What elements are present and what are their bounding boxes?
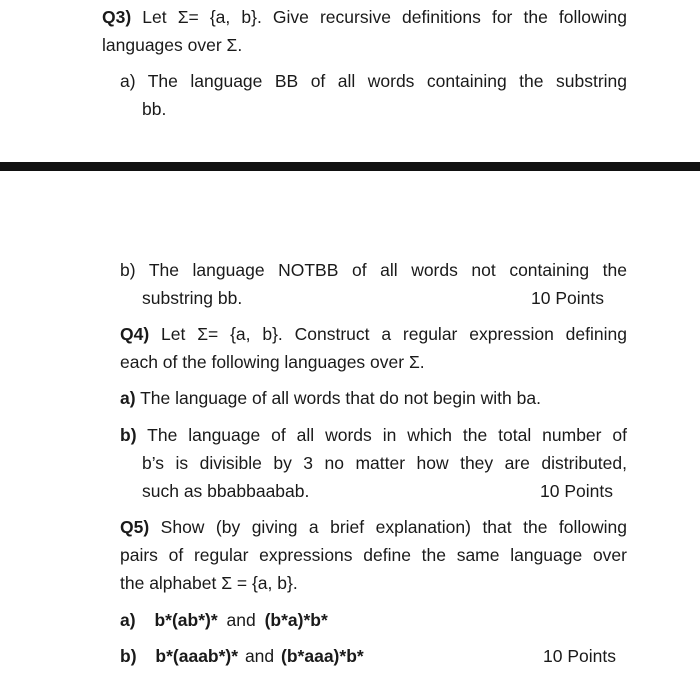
q4-points: 10 Points [540, 481, 613, 501]
q5a-label: a) [120, 610, 136, 630]
q3-points: 10 Points [531, 288, 604, 308]
q4b-text-1: The language of all words in which the total number of [147, 425, 627, 445]
q3a-line-2 [142, 98, 166, 120]
q5b-and: and [244, 646, 275, 666]
q5b-line [120, 645, 364, 667]
q4-text-2: each of the following languages over Σ. [120, 352, 425, 372]
q5-label: Q5) [120, 517, 150, 537]
q5-text-3: the alphabet Σ = {a, b}. [120, 573, 298, 593]
q5-text-2: pairs of regular expressions define the same language over [120, 545, 627, 565]
q4a-line-1 [120, 387, 541, 409]
q5-points: 10 Points [543, 646, 616, 666]
q3-line-1 [102, 6, 627, 28]
q5a-expr-1: b*(ab*)* [154, 610, 218, 630]
q3b-text-2: substring bb. [142, 288, 243, 308]
q5b-label: b) [120, 646, 137, 666]
q4-line-1 [120, 323, 627, 345]
q4b-line-1 [120, 424, 627, 446]
q3b-text-1: The language NOTBB of all words not containing the [148, 260, 627, 280]
q4-line-2 [120, 351, 425, 373]
q3a-text-1: The language BB of all words containing the substring [147, 71, 627, 91]
q4b-line-3 [142, 480, 309, 502]
q5-line-1 [120, 516, 627, 538]
q5b-expr-2: (b*aaa)*b* [281, 646, 364, 666]
q5a-line [120, 609, 328, 631]
q3-text-2: languages over Σ. [102, 35, 243, 55]
q5-line-2 [120, 544, 627, 566]
q3a-label: a) [120, 71, 136, 91]
q3-line-2 [102, 34, 242, 56]
q4-text-1: Let Σ= {a, b}. Construct a regular expression defining [161, 324, 627, 344]
q4b-label: b) [120, 425, 137, 445]
q5a-expr-2: (b*a)*b* [264, 610, 328, 630]
q4b-text-2: b’s is divisible by 3 no matter how they are distributed, [142, 453, 627, 473]
q5-text-1: Show (by giving a brief explanation) that the following [160, 517, 627, 537]
q3b-label: b) [120, 260, 136, 280]
q5a-and: and [226, 610, 256, 630]
q4-label: Q4) [120, 324, 150, 344]
q3b-line-2 [142, 287, 242, 309]
q4b-text-3: such as bbabbaabab. [142, 481, 310, 501]
q5b-expr-1: b*(aaab*)* [155, 646, 239, 666]
q4a-text-1: The language of all words that do not begin with ba. [140, 388, 541, 408]
q3a-text-2: bb. [142, 99, 167, 119]
q5-line-3 [120, 572, 298, 594]
q3a-line-1 [120, 70, 627, 92]
q3b-line-1 [120, 259, 627, 281]
q4b-line-2 [142, 452, 627, 474]
q3-text-1: Let Σ= {a, b}. Give recursive definitions for the following [142, 7, 627, 27]
page-divider [0, 162, 700, 171]
q3-label: Q3) [102, 7, 132, 27]
q4a-label: a) [120, 388, 136, 408]
